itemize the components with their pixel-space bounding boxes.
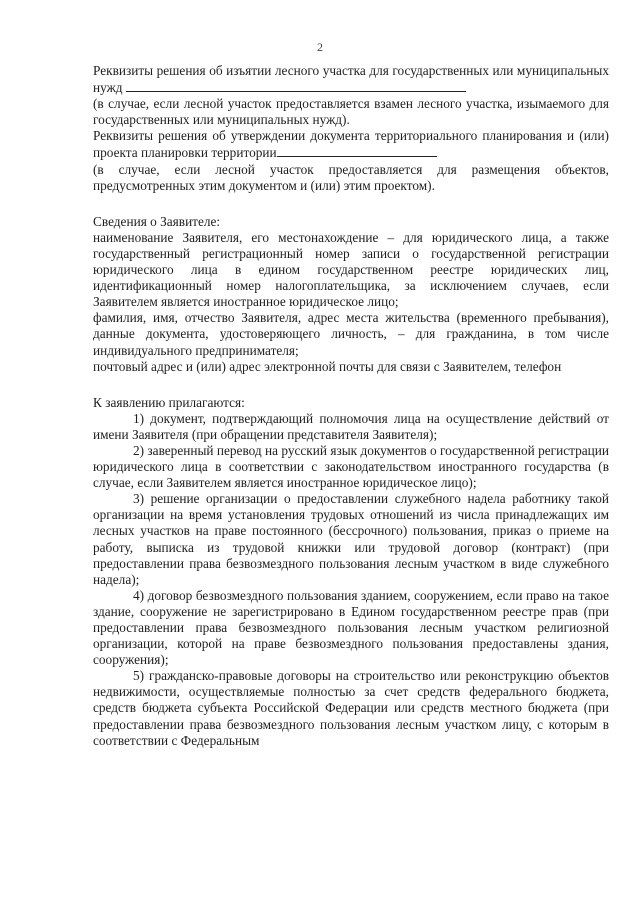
- applicant-heading: Сведения о Заявителе:: [93, 213, 221, 229]
- applicant-contacts: почтовый адрес и (или) адрес электронной почты для связи с Заявителем, телефон: [93, 358, 562, 374]
- attachment-item-4: 4) договор безвозмездного пользования зданием, сооружением, если право на такое здание, сооружение не зарегистрировано в Едином государственном реестре прав (при предоставлении права безвозмездного пользования лесным участком религиозной организации, которой на праве безвозмездного пользования предоставлены здания, сооружения);: [93, 587, 609, 668]
- applicant-legal-entity: наименование Заявителя, его местонахождение – для юридического лица, а также государственный регистрационный номер записи о государственной регистрации юридического лица в едином государственном реестре юридических лиц, идентификационный номер налогоплательщика, за исключением случаев, если Заявителем является иностранное юридическое лицо;: [93, 229, 609, 310]
- attachment-item-5: 5) гражданско-правовые договоры на строительство или реконструкцию объектов недвижимости, осуществляемые полностью за счет средств федерального бюджета, средств бюджета субъекта Российской Федерации или средств местного бюджета (при предоставлении права безвозмездного пользования лесным участком лицу, с которым в соответствии с Федеральным: [93, 668, 609, 748]
- seizure-decision-blank: [126, 79, 466, 92]
- attachment-item-2: 2) заверенный перевод на русский язык документов о государственной регистрации юридического лица в соответствии с законодательством иностранного государства (в случае, если Заявителем является иностранное юридическое лицо);: [93, 442, 609, 491]
- seizure-decision-line: [93, 63, 609, 96]
- planning-decision-note: (в случае, если лесной участок предоставляется для размещения объектов, предусмотренных этим документом и (или) этим проектом).: [93, 161, 609, 193]
- attachment-item-3: 3) решение организации о предоставлении служебного надела работнику такой организации на время установления трудовых отношений из числа принадлежащих им лесных участков на праве постоянного (бессрочного) пользования, приказ о приеме на работу, выписка из трудовой книжки или трудовой договор (контракт) (при предоставлении права безвозмездного пользования лесным участком в виде служебного надела);: [93, 491, 609, 587]
- planning-decision-text: Реквизиты решения об утверждении документа территориального планирования и (или) проекта планировки территории: [93, 128, 609, 161]
- seizure-decision-text: Реквизиты решения об изъятии лесного участка для государственных или муниципальных нужд: [93, 63, 609, 96]
- planning-decision-blank: [277, 144, 437, 157]
- attachment-item-1: 1) документ, подтверждающий полномочия лица на осуществление действий от имени Заявителя (при обращении представителя Заявителя);: [93, 410, 609, 442]
- planning-decision-line: [93, 128, 609, 161]
- applicant-citizen: фамилия, имя, отчество Заявителя, адрес места жительства (временного пребывания), данные документа, удостоверяющего личность, – для гражданина, в том числе индивидуального предпринимателя;: [93, 310, 609, 358]
- page-number: 2: [317, 40, 323, 54]
- page-content: [93, 63, 609, 749]
- attachments-heading: К заявлению прилагаются:: [93, 394, 245, 410]
- seizure-decision-note: (в случае, если лесной участок предоставляется взамен лесного участка, изымаемого для государственных или муниципальных нужд).: [93, 96, 609, 128]
